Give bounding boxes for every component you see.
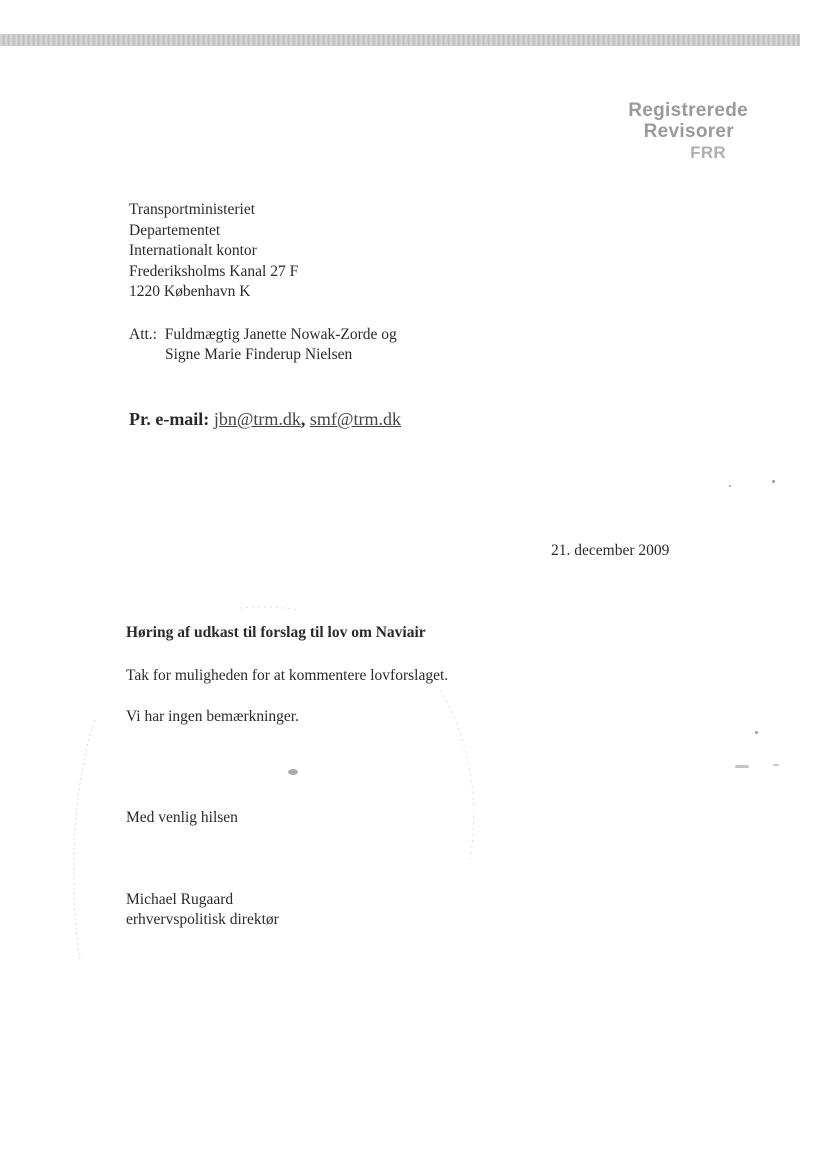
email-label: Pr. e-mail: <box>129 409 210 429</box>
logo-line-2: Revisorer <box>643 121 734 142</box>
address-line: Internationalt kontor <box>129 242 257 259</box>
address-line: Frederiksholms Kanal 27 F <box>129 262 299 280</box>
frr-logo <box>628 100 748 163</box>
email-link-2[interactable]: smf@trm.dk <box>309 409 401 429</box>
letter-date: 21. december 2009 <box>551 542 670 559</box>
logo-line-3: FRR <box>690 143 726 162</box>
recipient-address <box>129 200 298 303</box>
attention-row-1 <box>129 325 397 345</box>
signer-title: erhvervspolitisk direktør <box>126 911 279 928</box>
address-line: 1220 København K <box>129 283 251 300</box>
scan-speck <box>773 764 779 766</box>
scan-speck <box>729 485 731 487</box>
email-separator: , <box>300 409 306 429</box>
email-line <box>129 409 401 430</box>
scan-speck <box>772 480 775 483</box>
letter-subject: Høring af udkast til forslag til lov om Naviair <box>126 624 426 641</box>
scan-speck <box>288 769 298 775</box>
attention-prefix: Att.: <box>129 326 157 343</box>
attention-line-1: Fuldmægtig Janette Nowak-Zorde og <box>164 326 397 343</box>
logo-line-1: Registrerede <box>628 100 748 121</box>
attention-block <box>129 325 397 365</box>
body-paragraph-2: Vi har ingen bemærkninger. <box>126 708 299 725</box>
attention-line-2: Signe Marie Finderup Nielsen <box>165 346 353 363</box>
address-line: Transportministeriet <box>129 201 256 218</box>
signature-block <box>126 890 279 930</box>
address-line: Departementet <box>129 221 221 239</box>
scan-edge-strip <box>0 34 800 46</box>
closing-salutation: Med venlig hilsen <box>126 809 238 826</box>
signer-name: Michael Rugaard <box>126 891 234 908</box>
scan-speck <box>735 765 749 768</box>
scan-speck <box>755 731 758 734</box>
email-link-1[interactable]: jbn@trm.dk <box>213 409 301 429</box>
body-paragraph-1: Tak for muligheden for at kommentere lovforslaget. <box>126 667 449 684</box>
